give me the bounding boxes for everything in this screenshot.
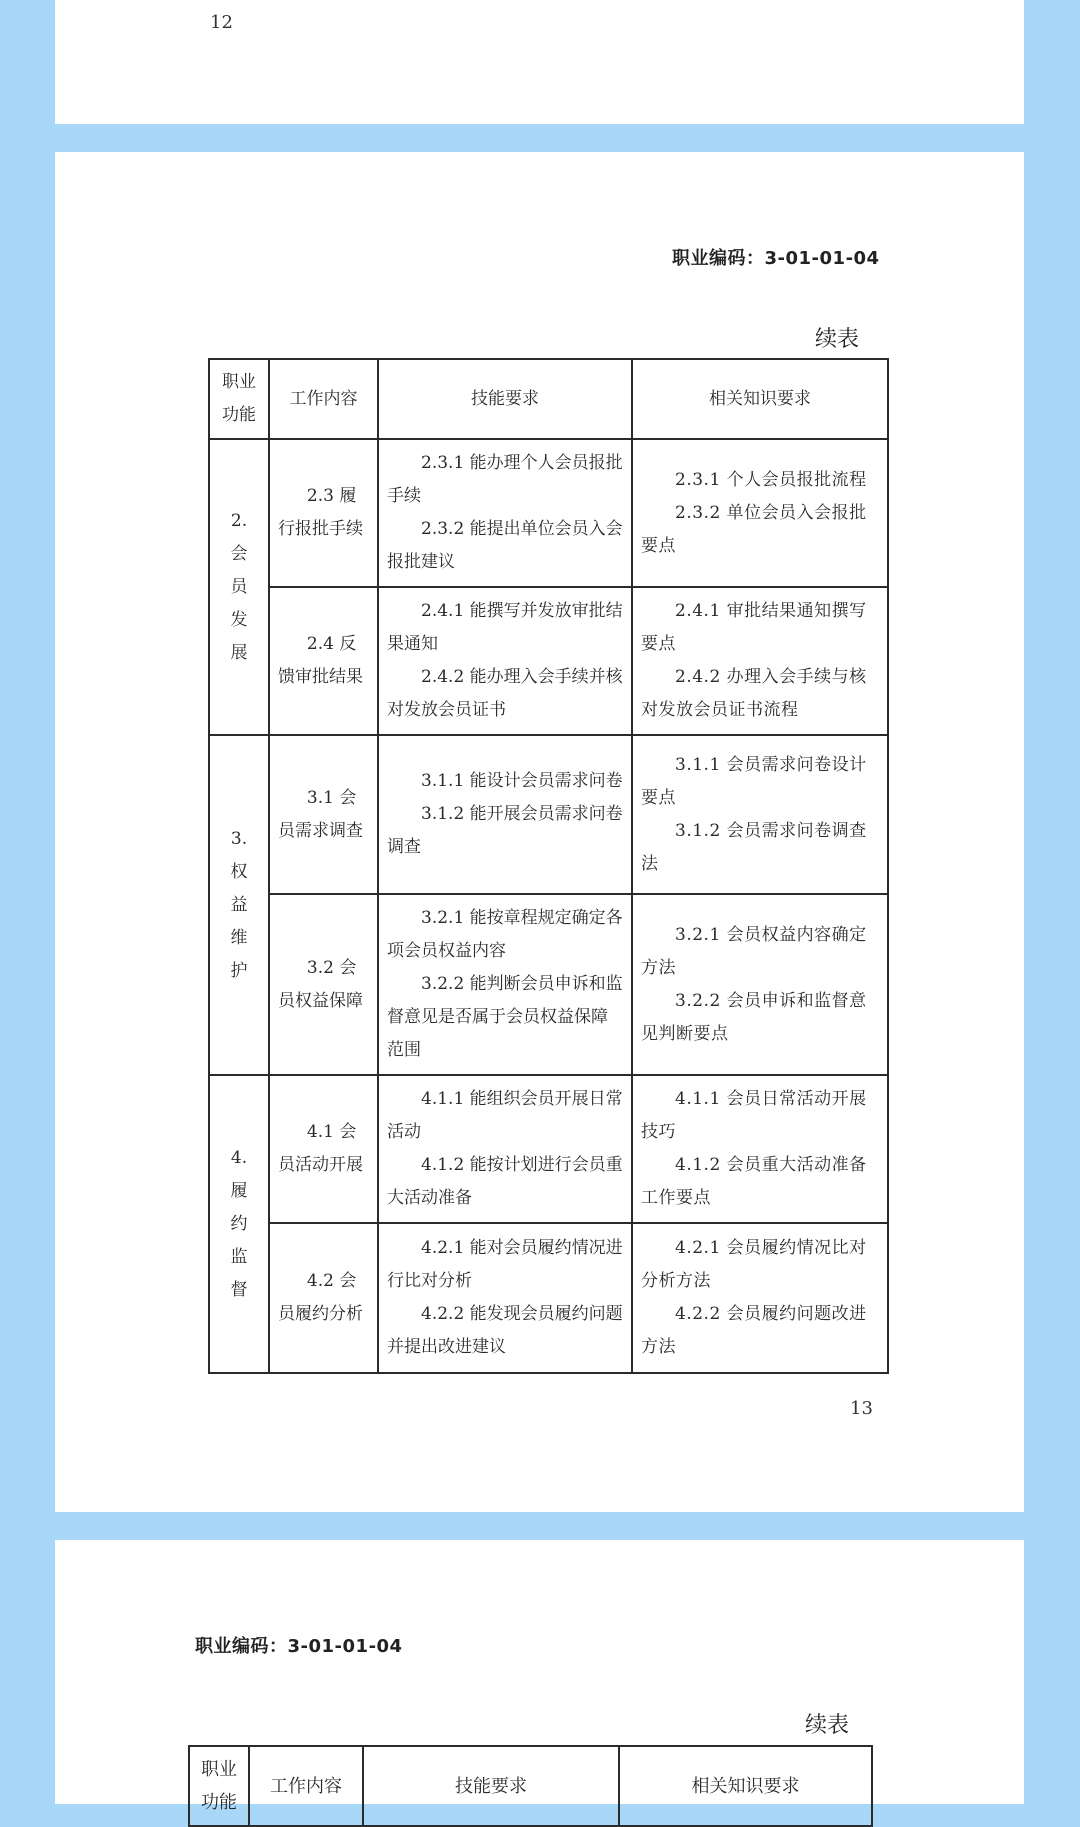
- knowledge-cell: 2.4.1 审批结果通知撰写要点 2.4.2 办理入会手续与核对发放会员证书流程: [632, 587, 888, 735]
- knowledge-cell: 3.2.1 会员权益内容确定方法 3.2.2 会员申诉和监督意见判断要点: [632, 894, 888, 1075]
- function-cell: 2. 会 员 发 展: [209, 439, 269, 735]
- table-header-row: [189, 1746, 872, 1826]
- knowledge-cell: 4.2.1 会员履约情况比对分析方法 4.2.2 会员履约问题改进方法: [632, 1223, 888, 1373]
- skill-cell: 4.2.1 能对会员履约情况进行比对分析 4.2.2 能发现会员履约问题并提出改进建议: [378, 1223, 632, 1373]
- work-content-cell: 2.4 反馈审批结果: [269, 587, 378, 735]
- skill-cell: 2.3.1 能办理个人会员报批手续 2.3.2 能提出单位会员入会报批建议: [378, 439, 632, 587]
- header-knowledge: 相关知识要求: [632, 359, 888, 439]
- table-row: [209, 587, 888, 735]
- occupation-code: 职业编码：3-01-01-04: [195, 1636, 403, 1657]
- header-function: 职业功能: [189, 1746, 249, 1826]
- header-work: 工作内容: [249, 1746, 363, 1826]
- document-page-12: [55, 0, 1024, 124]
- occupation-code: 职业编码：3-01-01-04: [672, 248, 880, 269]
- work-content-cell: 2.3 履行报批手续: [269, 439, 378, 587]
- knowledge-cell: 3.1.1 会员需求问卷设计要点 3.1.2 会员需求问卷调查法: [632, 735, 888, 894]
- work-content-cell: 4.2 会员履约分析: [269, 1223, 378, 1373]
- header-skill: 技能要求: [378, 359, 632, 439]
- header-knowledge: 相关知识要求: [619, 1746, 872, 1826]
- skill-cell: 3.2.1 能按章程规定确定各项会员权益内容 3.2.2 能判断会员申诉和监督意见是否属于会员权益保障范围: [378, 894, 632, 1075]
- skill-cell: 2.4.1 能撰写并发放审批结果通知 2.4.2 能办理入会手续并核对发放会员证书: [378, 587, 632, 735]
- table-row: [209, 1075, 888, 1223]
- header-work: 工作内容: [269, 359, 378, 439]
- document-page-14: [55, 1540, 1024, 1813]
- continued-label: 续表: [815, 327, 860, 352]
- knowledge-cell: 4.1.1 会员日常活动开展技巧 4.1.2 会员重大活动准备工作要点: [632, 1075, 888, 1223]
- continued-label: 续表: [805, 1713, 850, 1738]
- table-row: [209, 439, 888, 587]
- skill-cell: 4.1.1 能组织会员开展日常活动 4.1.2 能按计划进行会员重大活动准备: [378, 1075, 632, 1223]
- skill-cell: 3.1.1 能设计会员需求问卷 3.1.2 能开展会员需求问卷调查: [378, 735, 632, 894]
- skills-table: [208, 358, 889, 1374]
- table-row: [209, 1223, 888, 1373]
- document-page-13: [55, 152, 1024, 1512]
- header-function: 职业功能: [209, 359, 269, 439]
- knowledge-cell: 2.3.1 个人会员报批流程 2.3.2 单位会员入会报批要点: [632, 439, 888, 587]
- table-row: [209, 735, 888, 894]
- page-number: 12: [210, 12, 233, 33]
- page-number: 13: [850, 1398, 873, 1419]
- table-row: [209, 894, 888, 1075]
- table-header-row: [209, 359, 888, 439]
- work-content-cell: 4.1 会员活动开展: [269, 1075, 378, 1223]
- header-skill: 技能要求: [363, 1746, 619, 1826]
- function-cell: 3. 权 益 维 护: [209, 735, 269, 1075]
- skills-table: [188, 1745, 873, 1827]
- work-content-cell: 3.2 会员权益保障: [269, 894, 378, 1075]
- work-content-cell: 3.1 会员需求调查: [269, 735, 378, 894]
- function-cell: 4. 履 约 监 督: [209, 1075, 269, 1373]
